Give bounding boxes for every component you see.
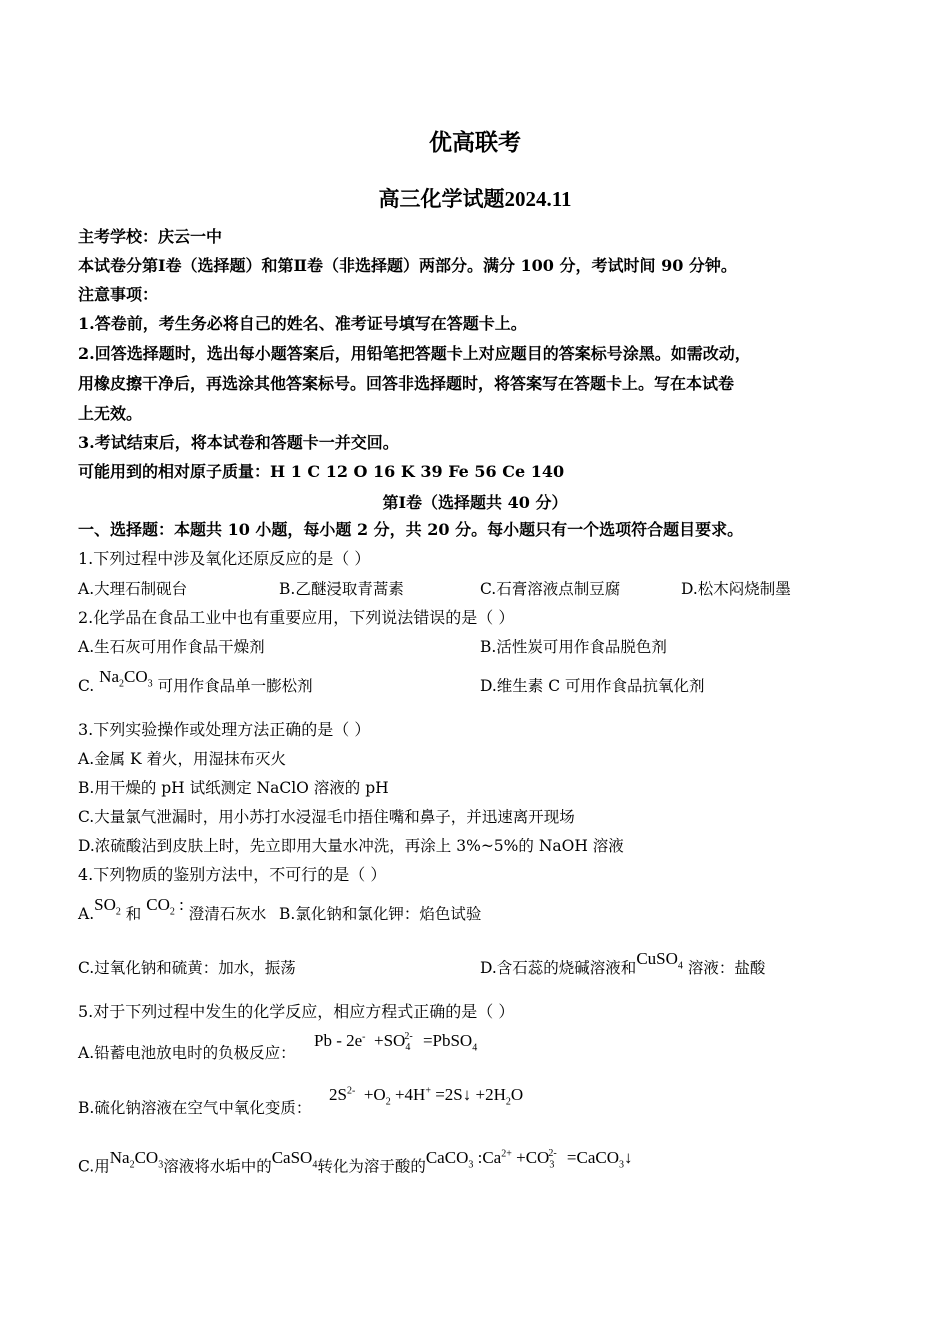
q1-option-b: B.乙醚浸取青蒿素 — [279, 580, 404, 598]
q4-option-d — [480, 949, 766, 986]
q5-option-c — [78, 1147, 633, 1185]
q4-option-b: B.氯化钠和氯化钾：焰色试验 — [279, 905, 482, 923]
formula-cuso4: CuSO$_4$ — [636, 949, 683, 972]
q5-option-c-label: C.用 — [78, 1157, 110, 1176]
exam-subject-title — [0, 183, 950, 213]
formula-so2: $SO_2$ — [94, 895, 121, 918]
q2-option-c-text: 可用作食品单一膨松剂 — [157, 677, 313, 695]
formula-na2co3-q5: $Na_2CO_3$ — [109, 1147, 164, 1171]
q5-option-c-text-2: 转化为溶于酸的 — [317, 1157, 426, 1176]
q4-option-c: C.过氧化钠和硫黄：加水，振荡 — [78, 959, 296, 977]
formula-caso4: CaSO$_4$ — [271, 1147, 318, 1171]
notice-item-1: 1.答卷前，考生务必将自己的姓名、准考证号填写在答题卡上。 — [78, 314, 527, 333]
subject-name: 高三化学试题 — [378, 186, 505, 211]
q1-option-c: C.石膏溶液点制豆腐 — [480, 580, 621, 598]
q3-option-a: A.金属 K 着火，用湿抹布灭火 — [78, 750, 287, 768]
q1-option-d: D.松木闷烧制墨 — [681, 580, 791, 598]
exam-date: 2024.11 — [504, 187, 572, 211]
q4-option-d-label: D.含石蕊的烧碱溶液和 — [480, 959, 637, 977]
q5-option-b-equation: $2S^{2-} +O_2 +4H^+$ =2S↓ $+2H_2O$ — [329, 1085, 524, 1108]
q2-option-c — [78, 667, 313, 704]
q5-option-c-equation: CaCO$_3$ $:Ca^{2+} +CO_3^{2-}$ =CaCO$_3$↓ — [425, 1147, 633, 1171]
formula-co2: $CO_2$ : — [146, 895, 184, 918]
paper-structure: 本试卷分第Ⅰ卷（选择题）和第Ⅱ卷（非选择题）两部分。满分 100 分，考试时间 90 分钟。 — [78, 256, 737, 275]
q4-option-a — [78, 895, 267, 932]
q4-stem: 4.下列物质的鉴别方法中，不可行的是（ ） — [78, 865, 387, 884]
exam-union-title: 优高联考 — [429, 129, 521, 156]
notice-item-2-line-1: 2.回答选择题时，选出每小题答案后，用铅笔把答题卡上对应题目的答案标号涂黑。如需改动， — [78, 344, 751, 363]
q4-option-d-text: 溶液：盐酸 — [687, 959, 766, 977]
notice-title: 注意事项： — [78, 285, 159, 304]
q1-option-a: A.大理石制砚台 — [78, 580, 188, 598]
q5-option-a-equation: $Pb - 2e^- +SO_4^{2-}$ =PbSO$_4$ — [314, 1031, 478, 1054]
host-school: 主考学校：庆云一中 — [78, 227, 223, 246]
formula-na2co3: $Na_2CO_3$ — [99, 667, 153, 690]
section-1-instruction: 一、选择题：本题共 10 小题，每小题 2 分，共 20 分。每小题只有一个选项符合题目要求。 — [78, 520, 744, 539]
q1-stem: 1.下列过程中涉及氧化还原反应的是（ ） — [78, 549, 371, 568]
q5-option-a: A.铅蓄电池放电时的负极反应： — [78, 1044, 296, 1062]
q4-option-a-and: 和 — [125, 905, 142, 923]
q5-option-c-text-1: 溶液将水垢中的 — [163, 1157, 272, 1176]
q3-option-d: D.浓硫酸沾到皮肤上时，先立即用大量水冲洗，再涂上 3%~5%的 NaOH 溶液 — [78, 837, 624, 855]
section-1-heading: 第Ⅰ卷（选择题共 40 分） — [382, 493, 568, 512]
q3-option-b: B.用干燥的 pH 试纸测定 NaClO 溶液的 pH — [78, 779, 389, 797]
q2-option-c-label: C. — [78, 677, 95, 695]
q2-option-a: A.生石灰可用作食品干燥剂 — [78, 638, 265, 656]
q4-option-a-text: 澄清石灰水 — [188, 905, 267, 923]
q3-option-c: C.大量氯气泄漏时，用小苏打水浸湿毛巾捂住嘴和鼻子，并迅速离开现场 — [78, 808, 575, 826]
atomic-mass-line: 可能用到的相对原子质量：H 1 C 12 O 16 K 39 Fe 56 Ce 140 — [78, 462, 565, 481]
q3-stem: 3.下列实验操作或处理方法正确的是（ ） — [78, 720, 371, 739]
q5-stem: 5.对于下列过程中发生的化学反应，相应方程式正确的是（ ） — [78, 1002, 515, 1021]
notice-item-2-line-3: 上无效。 — [78, 404, 143, 423]
notice-item-2-line-2: 用橡皮擦干净后，再选涂其他答案标号。回答非选择题时，将答案写在答题卡上。写在本试卷 — [78, 374, 735, 393]
q5-option-b: B.硫化钠溶液在空气中氧化变质： — [78, 1099, 312, 1117]
q2-option-d: D.维生素 C 可用作食品抗氧化剂 — [480, 677, 705, 695]
colon: : — [477, 1147, 483, 1167]
q2-stem: 2.化学品在食品工业中也有重要应用，下列说法错误的是（ ） — [78, 608, 515, 627]
q4-option-a-label: A. — [78, 905, 95, 923]
notice-item-3: 3.考试结束后，将本试卷和答题卡一并交回。 — [78, 433, 399, 452]
q2-option-b: B.活性炭可用作食品脱色剂 — [480, 638, 667, 656]
